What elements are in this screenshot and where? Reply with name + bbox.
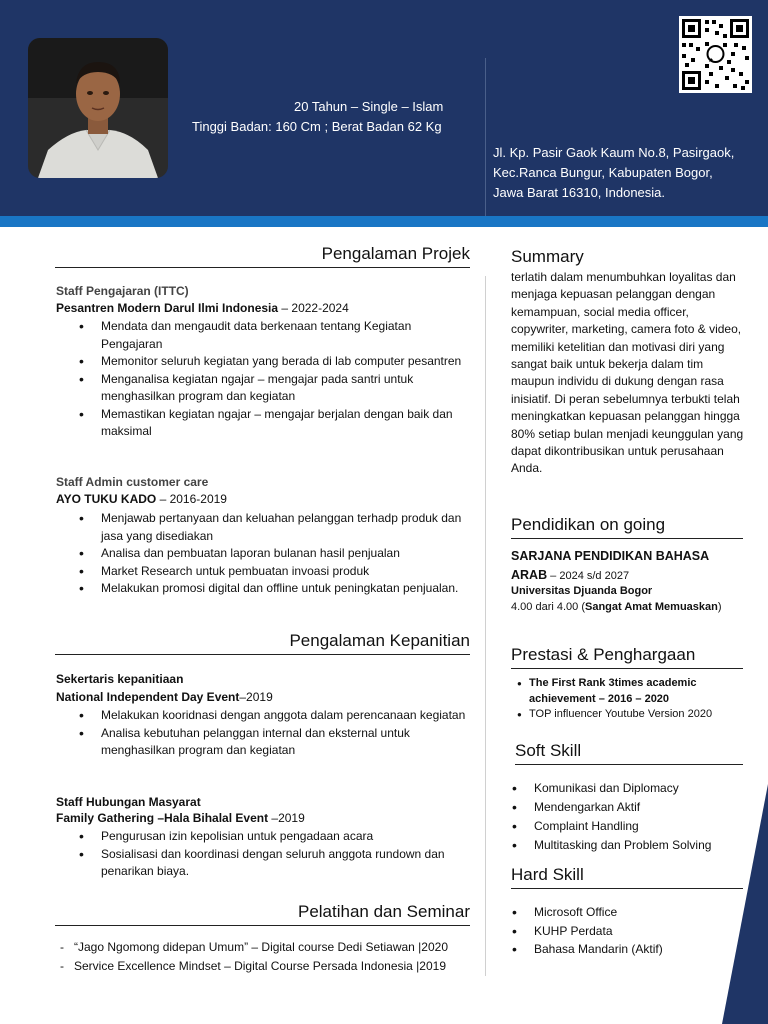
- degree-dates: – 2024 s/d 2027: [547, 570, 630, 582]
- list-item: • Mendengarkan Aktif: [508, 798, 743, 817]
- whatsapp-qr-code-icon: [679, 16, 752, 93]
- list-item: - “Jago Ngomong didepan Umum” – Digital course Dedi Setiawan |2020: [56, 938, 448, 957]
- section-title-education: Pendidikan on going: [511, 514, 743, 539]
- job-bullets: [75, 510, 475, 598]
- section-title-projects: Pengalaman Projek: [55, 243, 470, 268]
- job-role: Staff Admin customer care: [56, 475, 209, 489]
- header-divider: [485, 58, 486, 216]
- soft-skill-list: [508, 779, 743, 855]
- list-item: • Melakukan kooridnasi dengan anggota dalam perencanaan kegiatan: [75, 707, 475, 725]
- job-org-name: National Independent Day Event: [56, 690, 240, 704]
- list-item: • Sosialisasi dan koordinasi dengan seluruh anggota rundown dan penarikan biaya.: [75, 846, 475, 881]
- job-role: Sekertaris kepanitiaan: [56, 672, 184, 686]
- list-item: • Microsoft Office: [508, 903, 743, 922]
- summary-text: terlatih dalam menumbuhkan loyalitas dan menjaga kepuasan pelanggan dengan kemampuan, social media officer, copywriter, marketing, camera foto & video, memiliki ketelitian dan motivasi diri yang sangat baik untuk bekerja dalam tim maupun individu di dukung dengan rasa inisiatif. Di peran sebelumnya terbukti telah meningkatkan kepuasan pelanggan hingga 80% setiap bulan menjadi keunggulan yang dapat dikontribusikan untuk perusahaan Anda.: [511, 270, 744, 476]
- job-org: [56, 492, 227, 506]
- column-divider: [485, 276, 486, 976]
- job-org: [56, 811, 305, 825]
- job-role: Staff Pengajaran (ITTC): [56, 284, 189, 298]
- list-item: • Menganalisa kegiatan ngajar – mengajar pada santri untuk menghasilkan program dan kegiatan: [75, 371, 475, 406]
- profile-photo: [28, 38, 168, 178]
- job-org-name: Family Gathering –Hala Bihalal Event: [56, 811, 269, 825]
- section-title-soft-skill: Soft Skill: [515, 740, 743, 765]
- university-name: Universitas Djuanda Bogor: [511, 585, 653, 597]
- section-title-summary: Summary: [511, 247, 584, 266]
- degree-name: ARAB: [511, 568, 548, 582]
- job-org: [56, 690, 273, 704]
- list-item: - Service Excellence Mindset – Digital Course Persada Indonesia |2019: [56, 957, 448, 976]
- list-item: • Analisa dan pembuatan laporan bulanan hasil penjualan: [75, 545, 475, 563]
- section-title-committee: Pengalaman Kepanitian: [55, 630, 470, 655]
- training-list: [56, 938, 448, 976]
- list-item: • Menjawab pertanyaan dan keluahan pelanggan terhadp produk dan jasa yang disediakan: [75, 510, 475, 545]
- list-item: • Analisa kebutuhan pelanggan internal dan eksternal untuk menghasilkan program dan kegiatan: [75, 725, 475, 760]
- job-org-name: Pesantren Modern Darul Ilmi Indonesia: [56, 301, 279, 315]
- list-item: • Pengurusan izin kepolisian untuk pengadaan acara: [75, 828, 475, 846]
- job-dates: – 2016-2019: [156, 492, 227, 506]
- job-dates: – 2022-2024: [278, 301, 349, 315]
- list-item: • Memonitor seluruh kegiatan yang berada di lab computer pesantren: [75, 353, 475, 371]
- job-org-name: AYO TUKU KADO: [56, 492, 157, 506]
- header-accent-stripe: [0, 216, 768, 227]
- address-line3: Jawa Barat 16310, Indonesia.: [493, 185, 666, 200]
- list-item: • Memastikan kegiatan ngajar – mengajar berjalan dengan baik dan maksimal: [75, 406, 475, 441]
- job-bullets: [75, 318, 475, 441]
- list-item: • Multitasking dan Problem Solving: [508, 836, 743, 855]
- personal-info-line2: Tinggi Badan: 160 Cm ; Berat Badan 62 Kg: [192, 119, 442, 134]
- list-item: • Komunikasi dan Diplomacy: [508, 779, 743, 798]
- address-line2: Kec.Ranca Bungur, Kabupaten Bogor,: [493, 165, 713, 180]
- list-item: ● TOP influencer Youtube Version 2020: [511, 707, 721, 723]
- list-item: • Mendata dan mengaudit data berkenaan tentang Kegiatan Pengajaran: [75, 318, 475, 353]
- section-title-hard-skill: Hard Skill: [511, 864, 743, 889]
- gpa-value: 4.00 dari 4.00 (: [511, 601, 585, 613]
- list-item: • KUHP Perdata: [508, 922, 743, 941]
- job-org: [56, 301, 349, 315]
- job-dates: –2019: [239, 690, 273, 704]
- gpa: [511, 601, 722, 613]
- degree-line1: SARJANA PENDIDIKAN BAHASA: [511, 549, 710, 563]
- section-title-achievements: Prestasi & Penghargaan: [511, 644, 743, 669]
- gpa-end: ): [717, 601, 722, 613]
- list-item: ● The First Rank 3times academic achievement – 2016 – 2020: [511, 676, 721, 707]
- hard-skill-list: [508, 903, 743, 959]
- degree-line2: [511, 566, 629, 586]
- decorative-corner-shape: [718, 784, 768, 1024]
- list-item: • Melakukan promosi digital dan offline untuk peningkatan penjualan.: [75, 580, 475, 598]
- address-line1: Jl. Kp. Pasir Gaok Kaum No.8, Pasirgaok,: [493, 145, 735, 160]
- section-title-training: Pelatihan dan Seminar: [55, 901, 470, 926]
- gpa-predicate: Sangat Amat Memuaskan: [585, 601, 718, 613]
- job-dates: –2019: [268, 811, 305, 825]
- job-bullets: [75, 828, 475, 881]
- personal-info-line1: 20 Tahun – Single – Islam: [294, 99, 444, 114]
- job-bullets: [75, 707, 475, 760]
- achievement-list: [511, 676, 721, 723]
- list-item: • Market Research untuk pembuatan invoasi produk: [75, 563, 475, 581]
- list-item: • Bahasa Mandarin (Aktif): [508, 940, 743, 959]
- list-item: • Complaint Handling: [508, 817, 743, 836]
- job-role: Staff Hubungan Masyarat: [56, 795, 201, 809]
